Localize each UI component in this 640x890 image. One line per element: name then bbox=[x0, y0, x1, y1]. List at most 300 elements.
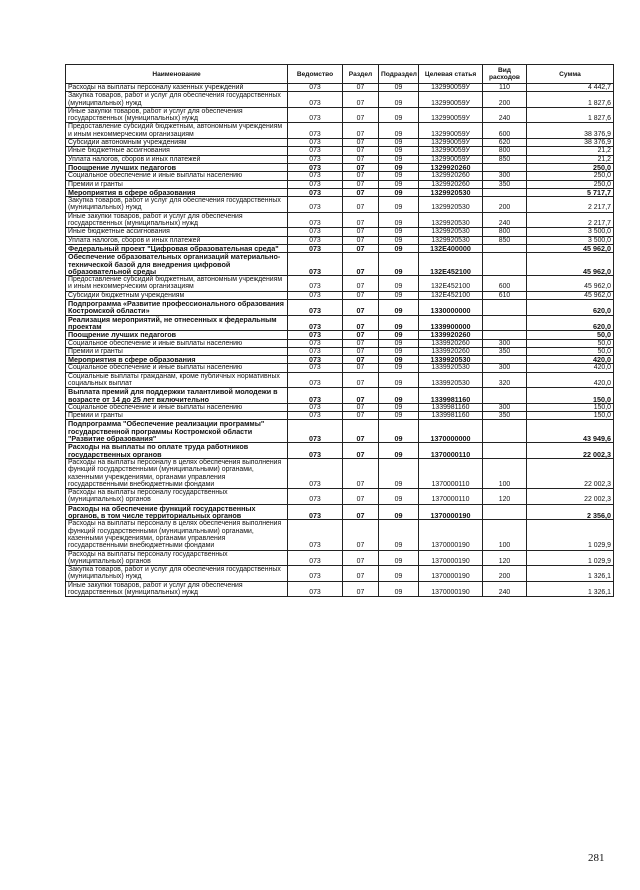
cell-vedomstvo: 073 bbox=[288, 163, 343, 171]
cell-razdel: 07 bbox=[343, 84, 379, 92]
cell-vid: 240 bbox=[483, 212, 527, 228]
cell-name: Социальное обеспечение и иные выплаты населению bbox=[66, 403, 288, 411]
cell-target: 132990059У bbox=[419, 155, 483, 163]
cell-target: 1329920260 bbox=[419, 180, 483, 188]
cell-podrazdel: 09 bbox=[379, 197, 419, 213]
cell-podrazdel: 09 bbox=[379, 364, 419, 372]
cell-name: Премии и гранты bbox=[66, 412, 288, 420]
cell-vedomstvo: 073 bbox=[288, 458, 343, 488]
cell-target: 1370000190 bbox=[419, 581, 483, 597]
cell-vid: 850 bbox=[483, 236, 527, 244]
table-row bbox=[66, 84, 614, 92]
cell-vid bbox=[483, 331, 527, 339]
cell-podrazdel: 09 bbox=[379, 412, 419, 420]
table-row bbox=[66, 253, 614, 276]
cell-sum: 1 827,6 bbox=[527, 92, 614, 108]
cell-sum: 1 827,6 bbox=[527, 107, 614, 123]
cell-name: Закупка товаров, работ и услуг для обеспечения государственных (муниципальных) нужд bbox=[66, 566, 288, 582]
cell-sum: 1 029,9 bbox=[527, 550, 614, 566]
table-row bbox=[66, 356, 614, 364]
cell-name: Уплата налогов, сборов и иных платежей bbox=[66, 236, 288, 244]
table-row bbox=[66, 139, 614, 147]
cell-name: Иные бюджетные ассигнования bbox=[66, 228, 288, 236]
cell-name: Обеспечение образовательных организаций материально-технической базой для внедрения цифровой образовательной среды bbox=[66, 253, 288, 276]
cell-vid bbox=[483, 300, 527, 316]
cell-sum: 21,2 bbox=[527, 147, 614, 155]
cell-vid: 850 bbox=[483, 155, 527, 163]
cell-sum: 22 002,3 bbox=[527, 443, 614, 459]
cell-razdel: 07 bbox=[343, 372, 379, 388]
cell-razdel: 07 bbox=[343, 489, 379, 505]
cell-target: 1329920260 bbox=[419, 163, 483, 171]
cell-podrazdel: 09 bbox=[379, 420, 419, 443]
cell-razdel: 07 bbox=[343, 356, 379, 364]
cell-sum: 50,0 bbox=[527, 339, 614, 347]
cell-vid: 350 bbox=[483, 412, 527, 420]
cell-vid bbox=[483, 163, 527, 171]
table-header-row bbox=[66, 65, 614, 84]
cell-podrazdel: 09 bbox=[379, 458, 419, 488]
cell-razdel: 07 bbox=[343, 276, 379, 292]
cell-vedomstvo: 073 bbox=[288, 550, 343, 566]
cell-target: 1329920530 bbox=[419, 228, 483, 236]
cell-vedomstvo: 073 bbox=[288, 84, 343, 92]
cell-podrazdel: 09 bbox=[379, 155, 419, 163]
cell-razdel: 07 bbox=[343, 123, 379, 139]
cell-razdel: 07 bbox=[343, 139, 379, 147]
cell-sum: 150,0 bbox=[527, 403, 614, 411]
cell-razdel: 07 bbox=[343, 347, 379, 355]
cell-name: Иные закупки товаров, работ и услуг для обеспечения государственных (муниципальных) нужд bbox=[66, 581, 288, 597]
cell-vid bbox=[483, 188, 527, 196]
cell-sum: 43 949,6 bbox=[527, 420, 614, 443]
cell-name: Закупка товаров, работ и услуг для обеспечения государственных (муниципальных) нужд bbox=[66, 92, 288, 108]
table-row bbox=[66, 212, 614, 228]
cell-razdel: 07 bbox=[343, 403, 379, 411]
cell-sum: 250,0 bbox=[527, 180, 614, 188]
cell-vid: 100 bbox=[483, 458, 527, 488]
cell-target: 132990059У bbox=[419, 92, 483, 108]
cell-sum: 38 376,9 bbox=[527, 139, 614, 147]
cell-sum: 150,0 bbox=[527, 388, 614, 404]
cell-sum: 5 717,7 bbox=[527, 188, 614, 196]
table-row bbox=[66, 372, 614, 388]
table-row bbox=[66, 581, 614, 597]
cell-podrazdel: 09 bbox=[379, 236, 419, 244]
cell-target: 1339900000 bbox=[419, 315, 483, 331]
table-row bbox=[66, 315, 614, 331]
cell-vedomstvo: 073 bbox=[288, 155, 343, 163]
cell-vid: 300 bbox=[483, 172, 527, 180]
cell-target: 1370000190 bbox=[419, 566, 483, 582]
table-row bbox=[66, 276, 614, 292]
cell-target: 1339981160 bbox=[419, 412, 483, 420]
cell-target: 1329920530 bbox=[419, 188, 483, 196]
cell-sum: 45 962,0 bbox=[527, 244, 614, 252]
table-row bbox=[66, 403, 614, 411]
cell-vid: 350 bbox=[483, 180, 527, 188]
cell-name: Мероприятия в сфере образования bbox=[66, 188, 288, 196]
cell-podrazdel: 09 bbox=[379, 566, 419, 582]
cell-sum: 1 326,1 bbox=[527, 581, 614, 597]
cell-razdel: 07 bbox=[343, 388, 379, 404]
cell-podrazdel: 09 bbox=[379, 139, 419, 147]
cell-vedomstvo: 073 bbox=[288, 197, 343, 213]
cell-razdel: 07 bbox=[343, 212, 379, 228]
cell-podrazdel: 09 bbox=[379, 443, 419, 459]
cell-name: Расходы на выплаты по оплате труда работников государственных органов bbox=[66, 443, 288, 459]
cell-podrazdel: 09 bbox=[379, 92, 419, 108]
cell-razdel: 07 bbox=[343, 504, 379, 520]
cell-name: Расходы на выплаты персоналу в целях обеспечения выполнения функций государственными (муниципальными) органами, казенными учреждениями, органами управления государственными внебюджетными фондами bbox=[66, 458, 288, 488]
cell-vedomstvo: 073 bbox=[288, 276, 343, 292]
table-row bbox=[66, 163, 614, 171]
cell-razdel: 07 bbox=[343, 412, 379, 420]
cell-sum: 2 217,7 bbox=[527, 197, 614, 213]
header-podrazdel: Подраздел bbox=[379, 65, 419, 84]
cell-razdel: 07 bbox=[343, 147, 379, 155]
cell-vedomstvo: 073 bbox=[288, 139, 343, 147]
cell-vedomstvo: 073 bbox=[288, 315, 343, 331]
table-row bbox=[66, 339, 614, 347]
cell-podrazdel: 09 bbox=[379, 300, 419, 316]
cell-razdel: 07 bbox=[343, 291, 379, 299]
cell-razdel: 07 bbox=[343, 228, 379, 236]
cell-sum: 1 326,1 bbox=[527, 566, 614, 582]
cell-name: Расходы на выплаты персоналу в целях обеспечения выполнения функций государственными (муниципальными) органами, казенными учреждениями, органами управления государственными внебюджетными фондами bbox=[66, 520, 288, 550]
cell-podrazdel: 09 bbox=[379, 489, 419, 505]
cell-vedomstvo: 073 bbox=[288, 566, 343, 582]
cell-vedomstvo: 073 bbox=[288, 123, 343, 139]
cell-name: Расходы на выплаты персоналу государственных (муниципальных) органов bbox=[66, 489, 288, 505]
cell-vedomstvo: 073 bbox=[288, 356, 343, 364]
cell-vedomstvo: 073 bbox=[288, 581, 343, 597]
cell-razdel: 07 bbox=[343, 188, 379, 196]
cell-vid: 620 bbox=[483, 139, 527, 147]
cell-vid: 240 bbox=[483, 581, 527, 597]
cell-vedomstvo: 073 bbox=[288, 300, 343, 316]
cell-target: 1339920530 bbox=[419, 356, 483, 364]
cell-podrazdel: 09 bbox=[379, 339, 419, 347]
cell-vid: 800 bbox=[483, 228, 527, 236]
cell-target: 132990059У bbox=[419, 107, 483, 123]
cell-vid: 800 bbox=[483, 147, 527, 155]
cell-podrazdel: 09 bbox=[379, 212, 419, 228]
cell-vid: 300 bbox=[483, 339, 527, 347]
cell-podrazdel: 09 bbox=[379, 291, 419, 299]
cell-podrazdel: 09 bbox=[379, 331, 419, 339]
cell-name: Предоставление субсидий бюджетным, автономным учреждениям и иным некоммерческим организациям bbox=[66, 123, 288, 139]
cell-razdel: 07 bbox=[343, 458, 379, 488]
cell-target: 1370000110 bbox=[419, 443, 483, 459]
cell-vedomstvo: 073 bbox=[288, 504, 343, 520]
cell-podrazdel: 09 bbox=[379, 188, 419, 196]
cell-vid: 200 bbox=[483, 566, 527, 582]
cell-podrazdel: 09 bbox=[379, 253, 419, 276]
cell-vid bbox=[483, 253, 527, 276]
cell-sum: 250,0 bbox=[527, 172, 614, 180]
cell-name: Федеральный проект "Цифровая образовательная среда" bbox=[66, 244, 288, 252]
table-row bbox=[66, 420, 614, 443]
header-target: Целевая статья bbox=[419, 65, 483, 84]
cell-sum: 4 442,7 bbox=[527, 84, 614, 92]
cell-name: Поощрение лучших педагогов bbox=[66, 163, 288, 171]
cell-vedomstvo: 073 bbox=[288, 228, 343, 236]
cell-razdel: 07 bbox=[343, 550, 379, 566]
cell-vedomstvo: 073 bbox=[288, 212, 343, 228]
cell-razdel: 07 bbox=[343, 520, 379, 550]
cell-sum: 2 217,7 bbox=[527, 212, 614, 228]
cell-vedomstvo: 073 bbox=[288, 489, 343, 505]
cell-sum: 150,0 bbox=[527, 412, 614, 420]
cell-razdel: 07 bbox=[343, 364, 379, 372]
cell-vedomstvo: 073 bbox=[288, 291, 343, 299]
cell-razdel: 07 bbox=[343, 236, 379, 244]
table-row bbox=[66, 566, 614, 582]
cell-razdel: 07 bbox=[343, 172, 379, 180]
table-row bbox=[66, 197, 614, 213]
cell-podrazdel: 09 bbox=[379, 520, 419, 550]
cell-sum: 45 962,0 bbox=[527, 276, 614, 292]
cell-name: Иные бюджетные ассигнования bbox=[66, 147, 288, 155]
cell-vedomstvo: 073 bbox=[288, 443, 343, 459]
cell-target: 1339920260 bbox=[419, 347, 483, 355]
table-row bbox=[66, 172, 614, 180]
cell-podrazdel: 09 bbox=[379, 180, 419, 188]
cell-vid bbox=[483, 420, 527, 443]
cell-name: Премии и гранты bbox=[66, 347, 288, 355]
cell-sum: 250,0 bbox=[527, 163, 614, 171]
cell-name: Выплата премий для поддержки талантливой молодежи в возрасте от 14 до 25 лет включительно bbox=[66, 388, 288, 404]
table-row bbox=[66, 147, 614, 155]
cell-vedomstvo: 073 bbox=[288, 520, 343, 550]
table-row bbox=[66, 364, 614, 372]
cell-vid: 600 bbox=[483, 276, 527, 292]
cell-target: 1329920260 bbox=[419, 172, 483, 180]
cell-vid bbox=[483, 356, 527, 364]
cell-podrazdel: 09 bbox=[379, 388, 419, 404]
cell-vid bbox=[483, 244, 527, 252]
cell-razdel: 07 bbox=[343, 566, 379, 582]
cell-razdel: 07 bbox=[343, 197, 379, 213]
table-row bbox=[66, 228, 614, 236]
table-row bbox=[66, 388, 614, 404]
cell-vedomstvo: 073 bbox=[288, 147, 343, 155]
cell-vid bbox=[483, 315, 527, 331]
cell-razdel: 07 bbox=[343, 339, 379, 347]
page-number: 281 bbox=[588, 852, 605, 864]
cell-razdel: 07 bbox=[343, 92, 379, 108]
cell-name: Субсидии автономным учреждениям bbox=[66, 139, 288, 147]
cell-vedomstvo: 073 bbox=[288, 339, 343, 347]
cell-name: Закупка товаров, работ и услуг для обеспечения государственных (муниципальных) нужд bbox=[66, 197, 288, 213]
cell-vedomstvo: 073 bbox=[288, 420, 343, 443]
cell-podrazdel: 09 bbox=[379, 163, 419, 171]
cell-sum: 3 500,0 bbox=[527, 228, 614, 236]
cell-target: 132990059У bbox=[419, 84, 483, 92]
cell-vedomstvo: 073 bbox=[288, 180, 343, 188]
cell-name: Субсидии бюджетным учреждениям bbox=[66, 291, 288, 299]
header-sum: Сумма bbox=[527, 65, 614, 84]
cell-name: Премии и гранты bbox=[66, 180, 288, 188]
cell-razdel: 07 bbox=[343, 581, 379, 597]
cell-podrazdel: 09 bbox=[379, 107, 419, 123]
cell-sum: 22 002,3 bbox=[527, 458, 614, 488]
cell-target: 1329920530 bbox=[419, 236, 483, 244]
cell-vid bbox=[483, 504, 527, 520]
cell-vedomstvo: 073 bbox=[288, 188, 343, 196]
cell-razdel: 07 bbox=[343, 331, 379, 339]
cell-target: 1339920260 bbox=[419, 331, 483, 339]
cell-vid: 610 bbox=[483, 291, 527, 299]
cell-vid: 120 bbox=[483, 489, 527, 505]
cell-razdel: 07 bbox=[343, 107, 379, 123]
cell-target: 1370000110 bbox=[419, 458, 483, 488]
cell-vedomstvo: 073 bbox=[288, 92, 343, 108]
cell-vedomstvo: 073 bbox=[288, 253, 343, 276]
cell-sum: 620,0 bbox=[527, 315, 614, 331]
cell-vid: 320 bbox=[483, 372, 527, 388]
cell-vid: 300 bbox=[483, 403, 527, 411]
cell-target: 132E452100 bbox=[419, 291, 483, 299]
cell-sum: 22 002,3 bbox=[527, 489, 614, 505]
cell-vid: 240 bbox=[483, 107, 527, 123]
cell-razdel: 07 bbox=[343, 180, 379, 188]
table-row bbox=[66, 300, 614, 316]
cell-podrazdel: 09 bbox=[379, 244, 419, 252]
cell-target: 1339920260 bbox=[419, 339, 483, 347]
cell-target: 1329920530 bbox=[419, 212, 483, 228]
cell-sum: 620,0 bbox=[527, 300, 614, 316]
cell-name: Предоставление субсидий бюджетным, автономным учреждениям и иным некоммерческим организациям bbox=[66, 276, 288, 292]
table-row bbox=[66, 504, 614, 520]
cell-target: 132990059У bbox=[419, 147, 483, 155]
cell-razdel: 07 bbox=[343, 443, 379, 459]
cell-vid: 600 bbox=[483, 123, 527, 139]
cell-target: 1330000000 bbox=[419, 300, 483, 316]
header-vedomstvo: Ведомство bbox=[288, 65, 343, 84]
table-row bbox=[66, 92, 614, 108]
cell-target: 1339920530 bbox=[419, 364, 483, 372]
cell-name: Уплата налогов, сборов и иных платежей bbox=[66, 155, 288, 163]
cell-vid: 110 bbox=[483, 84, 527, 92]
cell-name: Социальное обеспечение и иные выплаты населению bbox=[66, 364, 288, 372]
cell-sum: 1 029,9 bbox=[527, 520, 614, 550]
cell-sum: 45 962,0 bbox=[527, 253, 614, 276]
cell-sum: 420,0 bbox=[527, 364, 614, 372]
cell-target: 132990059У bbox=[419, 123, 483, 139]
cell-target: 1370000000 bbox=[419, 420, 483, 443]
cell-vid bbox=[483, 388, 527, 404]
cell-name: Иные закупки товаров, работ и услуг для обеспечения государственных (муниципальных) нужд bbox=[66, 212, 288, 228]
cell-podrazdel: 09 bbox=[379, 347, 419, 355]
cell-sum: 21,2 bbox=[527, 155, 614, 163]
cell-sum: 50,0 bbox=[527, 331, 614, 339]
cell-podrazdel: 09 bbox=[379, 550, 419, 566]
cell-razdel: 07 bbox=[343, 163, 379, 171]
cell-name: Подпрограмма "Обеспечение реализации программы" государственной программы Костромской области "Развитие образования" bbox=[66, 420, 288, 443]
table-row bbox=[66, 520, 614, 550]
cell-vedomstvo: 073 bbox=[288, 347, 343, 355]
cell-razdel: 07 bbox=[343, 244, 379, 252]
cell-sum: 50,0 bbox=[527, 347, 614, 355]
cell-vid: 300 bbox=[483, 364, 527, 372]
cell-podrazdel: 09 bbox=[379, 372, 419, 388]
cell-target: 1339920530 bbox=[419, 372, 483, 388]
cell-name: Расходы на выплаты персоналу государственных (муниципальных) органов bbox=[66, 550, 288, 566]
cell-target: 1370000190 bbox=[419, 550, 483, 566]
cell-vedomstvo: 073 bbox=[288, 372, 343, 388]
cell-sum: 2 356,0 bbox=[527, 504, 614, 520]
cell-sum: 420,0 bbox=[527, 356, 614, 364]
cell-sum: 45 962,0 bbox=[527, 291, 614, 299]
table-row bbox=[66, 188, 614, 196]
cell-name: Реализация мероприятий, не отнесенных к федеральным проектам bbox=[66, 315, 288, 331]
cell-vid bbox=[483, 443, 527, 459]
cell-vid: 200 bbox=[483, 197, 527, 213]
cell-vid: 120 bbox=[483, 550, 527, 566]
cell-razdel: 07 bbox=[343, 253, 379, 276]
cell-podrazdel: 09 bbox=[379, 276, 419, 292]
header-name: Наименование bbox=[66, 65, 288, 84]
cell-podrazdel: 09 bbox=[379, 147, 419, 155]
cell-sum: 420,0 bbox=[527, 372, 614, 388]
cell-podrazdel: 09 bbox=[379, 403, 419, 411]
table-body bbox=[66, 84, 614, 597]
cell-podrazdel: 09 bbox=[379, 84, 419, 92]
cell-podrazdel: 09 bbox=[379, 581, 419, 597]
cell-vedomstvo: 073 bbox=[288, 244, 343, 252]
cell-target: 1370000190 bbox=[419, 504, 483, 520]
cell-vedomstvo: 073 bbox=[288, 388, 343, 404]
cell-target: 1370000190 bbox=[419, 520, 483, 550]
cell-target: 1339981160 bbox=[419, 388, 483, 404]
cell-razdel: 07 bbox=[343, 315, 379, 331]
budget-table bbox=[65, 64, 614, 597]
table-row bbox=[66, 443, 614, 459]
cell-sum: 38 376,9 bbox=[527, 123, 614, 139]
cell-name: Социальное обеспечение и иные выплаты населению bbox=[66, 172, 288, 180]
cell-vedomstvo: 073 bbox=[288, 236, 343, 244]
cell-razdel: 07 bbox=[343, 300, 379, 316]
cell-target: 1370000110 bbox=[419, 489, 483, 505]
cell-vedomstvo: 073 bbox=[288, 412, 343, 420]
cell-name: Подпрограмма «Развитие профессионального образования Костромской области» bbox=[66, 300, 288, 316]
table-row bbox=[66, 331, 614, 339]
cell-name: Расходы на выплаты персоналу казенных учреждений bbox=[66, 84, 288, 92]
cell-name: Расходы на обеспечение функций государственных органов, в том числе территориальных органов bbox=[66, 504, 288, 520]
cell-podrazdel: 09 bbox=[379, 356, 419, 364]
cell-target: 132E400000 bbox=[419, 244, 483, 252]
cell-podrazdel: 09 bbox=[379, 228, 419, 236]
cell-vid: 200 bbox=[483, 92, 527, 108]
cell-vedomstvo: 073 bbox=[288, 172, 343, 180]
header-razdel: Раздел bbox=[343, 65, 379, 84]
cell-vedomstvo: 073 bbox=[288, 364, 343, 372]
cell-vedomstvo: 073 bbox=[288, 403, 343, 411]
table-row bbox=[66, 489, 614, 505]
cell-razdel: 07 bbox=[343, 420, 379, 443]
cell-vid: 350 bbox=[483, 347, 527, 355]
cell-target: 1329920530 bbox=[419, 197, 483, 213]
cell-podrazdel: 09 bbox=[379, 504, 419, 520]
table-row bbox=[66, 107, 614, 123]
cell-name: Социальные выплаты гражданам, кроме публичных нормативных социальных выплат bbox=[66, 372, 288, 388]
cell-name: Иные закупки товаров, работ и услуг для обеспечения государственных (муниципальных) нужд bbox=[66, 107, 288, 123]
table-row bbox=[66, 550, 614, 566]
table-row bbox=[66, 458, 614, 488]
cell-vedomstvo: 073 bbox=[288, 331, 343, 339]
